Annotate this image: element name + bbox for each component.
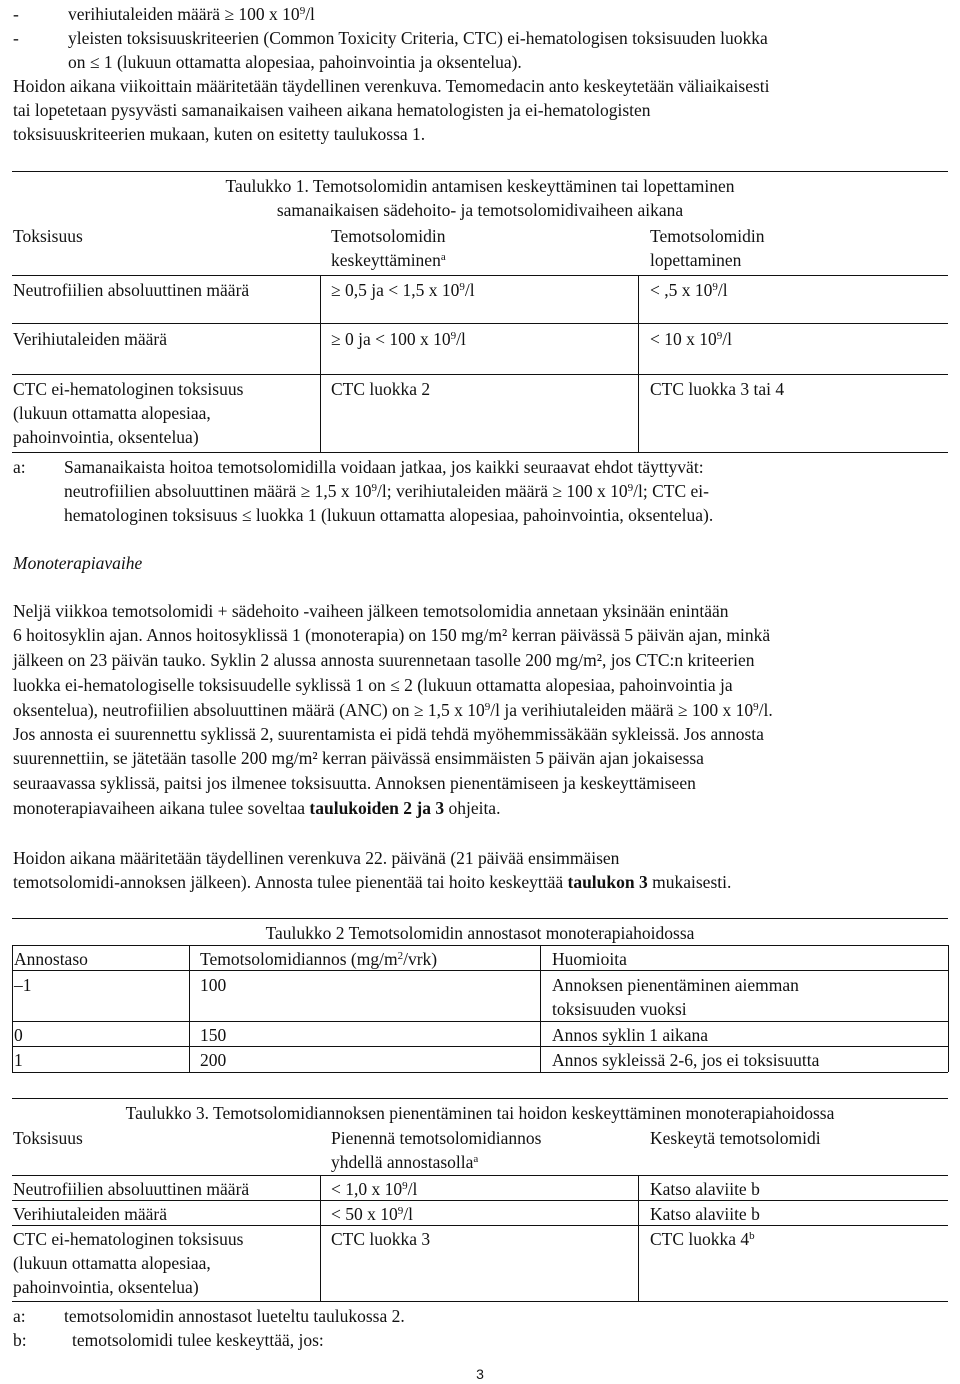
table3-row2-reduce: < 50 x $10^9/l$: [331, 1204, 413, 1224]
table1-caption: samanaikaisen sädehoito- ja temotsolomidivaiheen aikana: [276, 200, 684, 220]
table2-col-rule: [540, 945, 541, 1072]
table1-row2-label: Verihiutaleiden määrä: [13, 329, 168, 349]
paragraph-line: Jos annosta ei suurennettu syklissä 2, suurentamista ei pidä tehdä myöhemmissäkään sykleissä. Jos annosta: [13, 724, 764, 744]
page-number: 3: [476, 1366, 484, 1382]
footnote-marker: a: [473, 1153, 479, 1165]
bullet-ctc: [13, 26, 768, 50]
table2-row-note: Annos syklin 1 aikana: [552, 1025, 709, 1045]
paragraph-line: 6 hoitosyklin ajan. Annos hoitosyklissä 1 (monoterapia) on 150 mg/m² kerran päivässä 5 päivän ajan, minkä: [13, 625, 771, 645]
table2-rule: [12, 1046, 948, 1047]
table3-row1-discontinue: Katso alaviite b: [650, 1179, 760, 1199]
table3-footnote: temotsolomidin annostasot lueteltu taulukossa 2.: [64, 1306, 405, 1326]
table3-row3-label: pahoinvointia, oksentelua): [13, 1277, 199, 1297]
table3-col-rule: [320, 1175, 321, 1301]
paragraph-line: seuraavassa syklissä, paitsi jos ilmenee toksisuutta. Annoksen pienentämiseen ja keskeyttämiseen: [13, 773, 696, 793]
table3-row2-discontinue: Katso alaviite b: [650, 1204, 760, 1224]
table3-header-reduce: yhdellä annostasolla$^a$: [331, 1152, 479, 1172]
table1-caption: Taulukko 1. Temotsolomidin antamisen keskeyttäminen tai lopettaminen: [225, 176, 735, 196]
table3-row3-discontinue: CTC luokka 4$^b$: [650, 1229, 755, 1249]
table2-row-note: toksisuuden vuoksi: [552, 999, 687, 1019]
table2-header-dose: Temotsolomidiannos $(mg/m^2/vrk)$: [200, 949, 438, 969]
paragraph-line: Neljä viikkoa temotsolomidi + sädehoito -vaiheen jälkeen temotsolomidia annetaan yksinään enintään: [13, 601, 729, 621]
table1-footnote: hematologinen toksisuus ≤ luokka 1 (lukuun ottamatta alopesiaa, pahoinvointia, oksentelua).: [64, 505, 714, 525]
table2-caption: Taulukko 2 Temotsolomidin annostasot monoterapiahoidossa: [265, 923, 695, 943]
table1-col-rule: [320, 275, 321, 452]
table1-row1-label: Neutrofiilien absoluuttinen määrä: [13, 280, 250, 300]
bullet-text: verihiutaleiden määrä ≥ 100 x 10: [68, 4, 300, 24]
table3-row1-label: Neutrofiilien absoluuttinen määrä: [13, 1179, 250, 1199]
table3-row1-reduce: < 1,0 x $10^9/l$: [331, 1179, 418, 1199]
paragraph-line: luokka ei-hematologiselle toksisuudelle syklissä 1 on ≤ 2 (lukuun ottamatta alopesiaa, pahoinvointia ja: [13, 675, 733, 695]
paragraph-line: suurennettiin, se jätetään tasolle 200 mg/m² kerran päivässä ensimmäisten 5 päivän ajan jokaisessa: [13, 748, 704, 768]
bullet-platelets: - verihiutaleiden määrä ≥ 100 x $10^9/l$: [13, 4, 315, 24]
table1-row-rule: [12, 323, 948, 324]
table1-col-rule: [638, 275, 639, 452]
paragraph-line: oksentelua), neutrofiilien absoluuttinen määrä (ANC) on ≥ 1,5 x $10^9/l$ ja verihiutaleiden määrä ≥ 100 x $10^9/l$.: [13, 700, 773, 720]
table1-footnote: neutrofiilien absoluuttinen määrä ≥ 1,5 x $10^9/l$; verihiutaleiden määrä ≥ 100 x $10^9/l$; CTC ei-: [64, 481, 709, 501]
table1-row3-interrupt: CTC luokka 2: [331, 379, 431, 399]
table1-header-interrupt: keskeyttäminen$^a$: [331, 250, 446, 270]
table3-header-rule: [12, 1175, 948, 1176]
table2-rule: [12, 970, 948, 971]
table1-header-toxicity: Toksisuus: [13, 226, 83, 246]
bullet-dash: -: [13, 28, 19, 48]
table3-header-discontinue: Keskeytä temotsolomidi: [650, 1128, 821, 1148]
paragraph-line: jälkeen on 23 päivän tauko. Syklin 2 alussa annosta suurennetaan tasolle 200 mg/m², jos CTC:n kriteerien: [13, 650, 755, 670]
table3-caption: Taulukko 3. Temotsolomidiannoksen pienentäminen tai hoidon keskeyttäminen monoterapiahoidossa: [125, 1103, 835, 1123]
table3-col-rule: [638, 1175, 639, 1301]
section-heading: Monoterapiavaihe: [13, 553, 143, 573]
table2-rule: [12, 1021, 948, 1022]
intro-paragraph-line: toksisuuskriteerien mukaan, kuten on esitetty taulukossa 1.: [13, 124, 426, 144]
table3-row2-label: Verihiutaleiden määrä: [13, 1204, 168, 1224]
table1-header-discontinue: Temotsolomidin: [650, 226, 765, 246]
table2-rule: [12, 945, 948, 946]
table1-header-interrupt: Temotsolomidin: [331, 226, 446, 246]
bullet-dash: -: [13, 4, 19, 24]
paragraph-line: Hoidon aikana määritetään täydellinen verenkuva 22. päivänä (21 päivää ensimmäisen: [13, 848, 620, 868]
paragraph-line: temotsolomidi-annoksen jälkeen). Annosta tulee pienentää tai hoito keskeyttää taulukon 3 mukaisesti.: [13, 872, 732, 892]
table1-row-rule: [12, 374, 948, 375]
table3-row3-label: (lukuun ottamatta alopesiaa,: [13, 1253, 211, 1273]
table2-row-dose: 150: [200, 1025, 227, 1045]
bullet-text: yleisten toksisuuskriteerien (Common Toxicity Criteria, CTC) ei-hematologisen toksisuuden luokka: [68, 28, 768, 48]
intro-paragraph-line: Hoidon aikana viikoittain määritetään täydellinen verenkuva. Temomedacin anto keskeytetään väliaikaisesti: [13, 76, 770, 96]
table2-row-note: Annoksen pienentäminen aiemman: [552, 975, 799, 995]
table1-bottom-rule: [12, 452, 948, 453]
table1-top-rule: [12, 171, 948, 172]
table3-row3-reduce: CTC luokka 3: [331, 1229, 431, 1249]
table1-row3-discontinue: CTC luokka 3 tai 4: [650, 379, 785, 399]
table2-col-rule: [948, 945, 949, 1072]
table1-footnote: Samanaikaista hoitoa temotsolomidilla voidaan jatkaa, jos kaikki seuraavat ehdot täyttyvät:: [64, 457, 704, 477]
intro-paragraph-line: tai lopetetaan pysyvästi samanaikaisen vaiheen aikana hematologisten ja ei-hematologisten: [13, 100, 651, 120]
table3-footnote: temotsolomidi tulee keskeyttää, jos:: [72, 1330, 324, 1350]
table2-row-level: 1: [14, 1050, 23, 1070]
table1-footnote-marker: a:: [13, 457, 26, 477]
table2-row-dose: 100: [200, 975, 227, 995]
table2-col-rule: [12, 945, 13, 1072]
table3-top-rule: [12, 1098, 948, 1099]
table1-row2-interrupt: ≥ 0 ja < 100 x $10^9/l$: [331, 329, 466, 349]
table2-header-notes: Huomioita: [552, 949, 627, 969]
table2-top-rule: [12, 918, 948, 919]
superscript: 9: [299, 5, 306, 17]
table1-header-rule: [12, 275, 948, 276]
table3-row3-label: CTC ei-hematologinen toksisuus: [13, 1229, 244, 1249]
table1-header-discontinue: lopettaminen: [650, 250, 742, 270]
table2-row-note: Annos sykleissä 2-6, jos ei toksisuutta: [552, 1050, 820, 1070]
table2-col-rule: [189, 945, 190, 1072]
table3-header-toxicity: Toksisuus: [13, 1128, 83, 1148]
table1-row3-label: (lukuun ottamatta alopesiaa,: [13, 403, 211, 423]
table1-row1-interrupt: ≥ 0,5 ja < 1,5 x $10^9/l$: [331, 280, 475, 300]
table1-row1-discontinue: < ,5 x $10^9/l$: [650, 280, 728, 300]
table2-row-dose: 200: [200, 1050, 227, 1070]
table2-row-level: 0: [14, 1025, 23, 1045]
table3-footnote-marker: b:: [13, 1330, 27, 1350]
table2-header-level: Annostaso: [14, 949, 88, 969]
table3-header-reduce: Pienennä temotsolomidiannos: [331, 1128, 542, 1148]
table2-bottom-rule: [12, 1072, 948, 1073]
table3-footnote-marker: a:: [13, 1306, 26, 1326]
bullet-text-cont: on ≤ 1 (lukuun ottamatta alopesiaa, pahoinvointia ja oksentelua).: [68, 52, 522, 72]
table1-row2-discontinue: < 10 x $10^9/l$: [650, 329, 732, 349]
footnote-marker: a: [440, 251, 446, 263]
table1-row3-label: CTC ei-hematologinen toksisuus: [13, 379, 244, 399]
table3-bottom-rule: [12, 1301, 948, 1302]
table1-row3-label: pahoinvointia, oksentelua): [13, 427, 199, 447]
paragraph-line: monoterapiavaiheen aikana tulee soveltaa taulukoiden 2 ja 3 ohjeita.: [13, 798, 501, 818]
table2-row-level: –1: [14, 975, 32, 995]
